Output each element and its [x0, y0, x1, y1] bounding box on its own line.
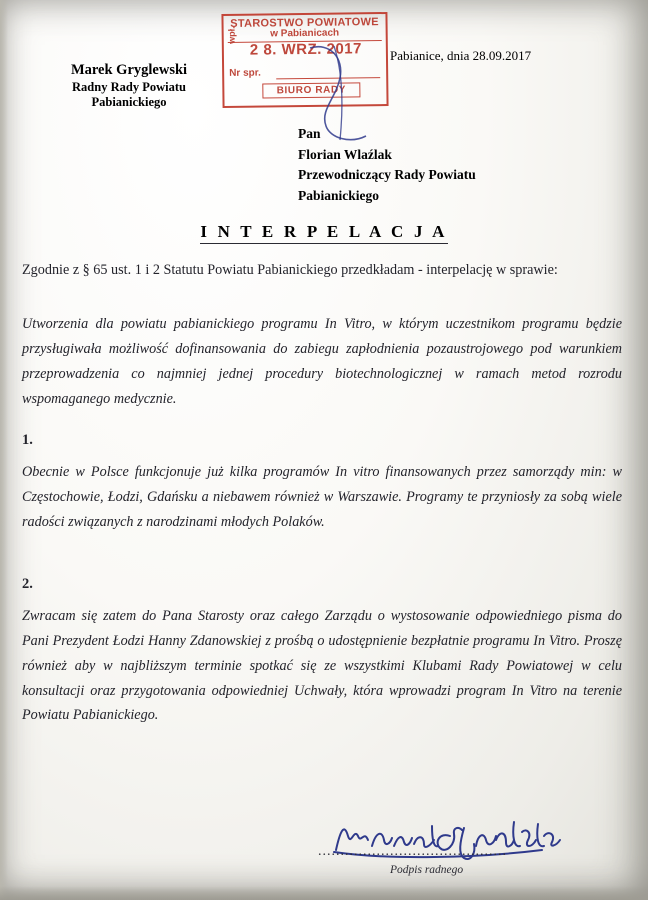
- stamp-title: STAROSTWO POWIATOWE: [230, 16, 379, 30]
- stamp-date: 2 8. WRZ. 2017: [249, 40, 363, 59]
- author-block: [34, 62, 224, 110]
- addressee-name: Florian Wlaźlak: [298, 146, 392, 162]
- addressee-salutation: Pan: [298, 126, 321, 141]
- section-1-text: Obecnie w Polsce funkcjonuje już kilka programów In vitro finansowanych przez samorządy min: w Częstochowie, Łodzi, Gdańsku a niebawem również w Warszawie. Programy te przyniosły za sobą wiele radości związanych z narodzinami młodych Polaków.: [22, 464, 622, 530]
- stamp-office-label: BIURO RADY: [262, 82, 360, 98]
- page-title: [0, 222, 648, 242]
- stamp-ref-line: [276, 77, 380, 79]
- addressee-title: Przewodniczący Rady Powiatu: [298, 167, 476, 183]
- addressee-area: Pabianickiego: [298, 187, 380, 203]
- intro-paragraph: Zgodnie z § 65 ust. 1 i 2 Statutu Powiatu Pabianickiego przedkładam - interpelację w sprawie:: [22, 262, 558, 278]
- subject-paragraph: Utworzenia dla powiatu pabianickiego programu In Vitro, w którym uczestnikom programu będzie przysługiwała możliwość dofinansowania do zabiegu zapłodnienia pozaustrojowego pod warunkiem przeprowadzenia co najmniej jednej procedury biotechnologicznej w ramach metod rozrodu wspomaganego medycznie.: [22, 316, 622, 407]
- author-area: Pabianickiego: [91, 94, 167, 109]
- signature-block: [318, 806, 578, 876]
- stamp-received-label: wpł.: [226, 26, 237, 44]
- addressee-block: [298, 124, 476, 206]
- signature-caption: Podpis radnego: [390, 864, 464, 876]
- section-2-text: Zwracam się zatem do Pana Starosty oraz całego Zarządu o wystosowanie odpowiedniego pisma do Pani Prezydent Łodzi Hanny Zdanowskiej z prośbą o udostępnienie bezpłatnie programu In Vitro. Proszę również aby w najbliższym terminie spotkać się ze wszystkimi Klubami Rady Powiatowej w celu konsultacji oraz przygotowania odpowiedniej Uchwały, która wprowadzi program In Vitro na terenie Powiatu Pabianickiego.: [22, 608, 622, 724]
- office-stamp: [221, 12, 388, 108]
- author-role: Radny Rady Powiatu: [72, 79, 186, 94]
- page-title-text: I N T E R P E L A C J A: [200, 222, 447, 244]
- stamp-subtitle: w Pabianicach: [270, 27, 340, 40]
- signature-dotted-line: ..........................................: [318, 844, 507, 859]
- stamp-ref-label: Nr spr.: [229, 67, 261, 79]
- section-1-number: 1.: [22, 432, 33, 448]
- page-edge-left: [0, 0, 8, 900]
- author-name: Marek Gryglewski: [70, 62, 188, 78]
- section-2-number: 2.: [22, 576, 33, 592]
- place-and-date: Pabianice, dnia 28.09.2017: [390, 48, 532, 63]
- page-edge-bottom: [0, 886, 648, 900]
